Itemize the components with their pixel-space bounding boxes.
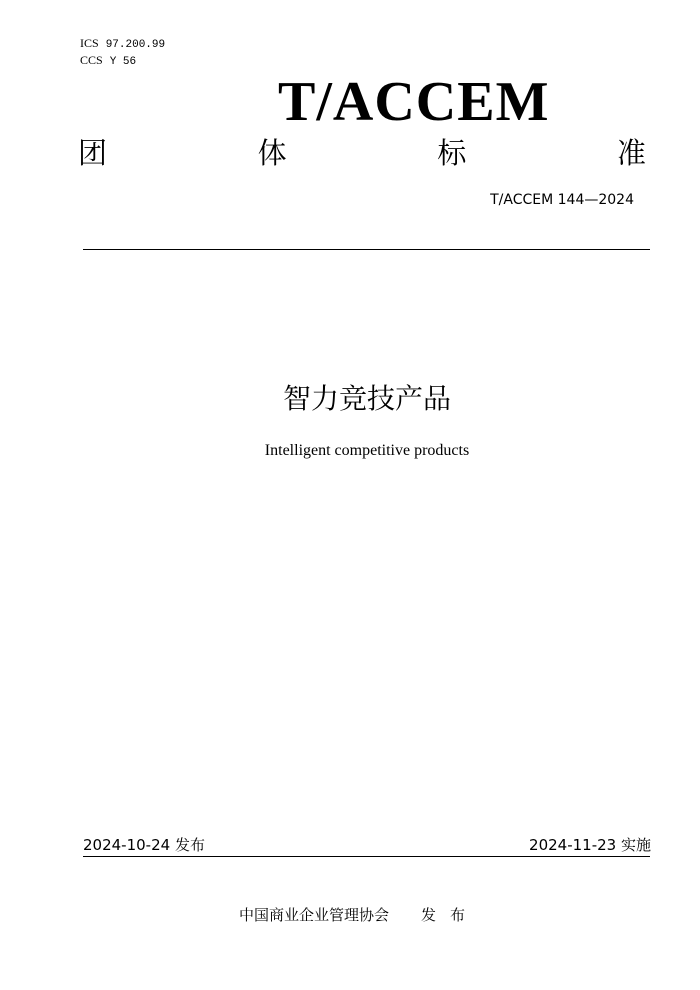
document-title-zh: 智力竞技产品 [282, 382, 451, 415]
standard-type-char: 准 [616, 136, 646, 170]
document-title-en: Intelligent competitive products [264, 442, 470, 459]
top-divider [83, 249, 650, 250]
standard-type-char: 标 [437, 136, 467, 170]
standard-type-char: 体 [257, 136, 287, 170]
association-logo: T/ACCEM [278, 71, 550, 133]
bottom-divider [83, 856, 650, 857]
ccs-line [80, 53, 136, 69]
publisher-line [0, 905, 700, 925]
ccs-label: CCS [80, 53, 103, 67]
publisher-name: 中国商业企业管理协会 [238, 906, 389, 924]
publish-date: 2024-10-24 发布 [83, 836, 205, 854]
standard-type [78, 136, 646, 170]
standard-number: T/ACCEM 144—2024 [490, 192, 634, 208]
ics-code: 97.200.99 [105, 39, 166, 51]
ics-line [80, 36, 165, 52]
ics-label: ICS [80, 36, 99, 50]
ccs-code: Y 56 [109, 56, 137, 68]
publisher-action: 发布 [421, 906, 480, 924]
implement-date: 2024-11-23 实施 [529, 836, 651, 854]
standard-type-char: 团 [78, 136, 108, 170]
